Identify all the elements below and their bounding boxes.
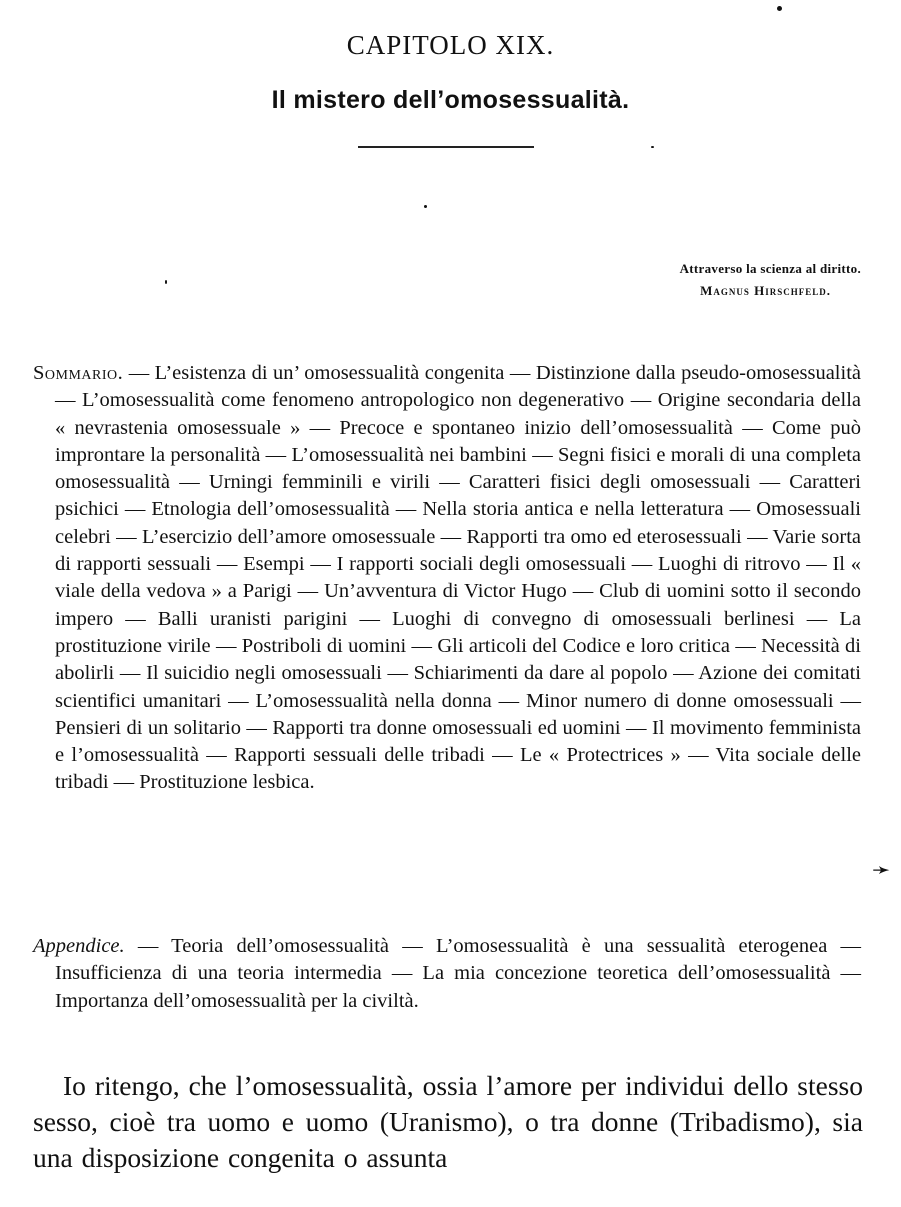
epigraph-quote: Attraverso la scienza al diritto.: [679, 261, 861, 276]
epigraph-author: Magnus Hirschfeld.: [700, 283, 831, 298]
appendix-lead: Appendice.: [33, 935, 125, 957]
margin-mark-icon: ➛: [872, 858, 891, 883]
title-divider: [358, 146, 534, 148]
chapter-summary: [33, 360, 861, 797]
scan-speck: [424, 205, 427, 208]
summary-lead: Sommario.: [33, 362, 124, 384]
scan-speck: [165, 280, 167, 284]
chapter-number: CAPITOLO XIX.: [346, 30, 555, 60]
scan-speck: [651, 146, 654, 148]
chapter-title: Il mistero dell’omosessualità.: [271, 86, 630, 114]
scan-speck: [777, 6, 782, 11]
appendix-text: — Teoria dell’omosessualità — L’omosessualità è una sessualità eterogenea — Insufficienza di una teoria intermedia — La mia concezione teoretica dell’omosessualità — Importanza dell’omosessualità per la civiltà.: [55, 935, 861, 1012]
summary-text: — L’esistenza di un’ omosessualità congenita — Distinzione dalla pseudo-omosessualità — L’omosessualità come fenomeno antropologico non degenerativo — Origine secondaria della « nevrastenia omosessuale » — Precoce e spontaneo inizio dell’omosessualità — Come può improntare la personalità — L’omosessualità nei bambini — Segni fisici e morali di una completa omosessualità — Urningi femminili e virili — Caratteri fisici degli omosessuali — Caratteri psichici — Etnologia dell’omosessualità — Nella storia antica e nella letteratura — Omosessuali celebri — L’esercizio dell’amore omosessuale — Rapporti tra omo ed eterosessuali — Varie sorta di rapporti sessuali — Esempi — I rapporti sociali degli omosessuali — Luoghi di ritrovo — Il « viale della vedova » a Parigi — Un’avventura di Victor Hugo — Club di uomini sotto il secondo impero — Balli uranisti parigini — Luoghi di convegno di omosessuali berlinesi — La prostituzione virile — Postriboli di uomini — Gli articoli del Codice e loro critica — Necessità di abolirli — Il suicidio negli omosessuali — Schiarimenti da dare al popolo — Azione dei comitati scientifici umanitari — L’omosessualità nella donna — Minor numero di donne omosessuali — Pensieri di un solitario — Rapporti tra donne omosessuali ed uomini — Il movimento femminista e l’omosessualità — Rapporti sessuali delle tribadi — Le « Protectrices » — Vita sociale delle tribadi — Prostituzione lesbica.: [55, 362, 861, 794]
epigraph: [441, 258, 861, 302]
chapter-appendix: [33, 933, 861, 1015]
body-paragraph: Io ritengo, che l’omosessualità, ossia l’amore per individui dello stesso sesso, cioè tra uomo e uomo (Uranismo), o tra donne (Tribadismo), sia una disposizione congenita o assunta: [33, 1070, 863, 1173]
